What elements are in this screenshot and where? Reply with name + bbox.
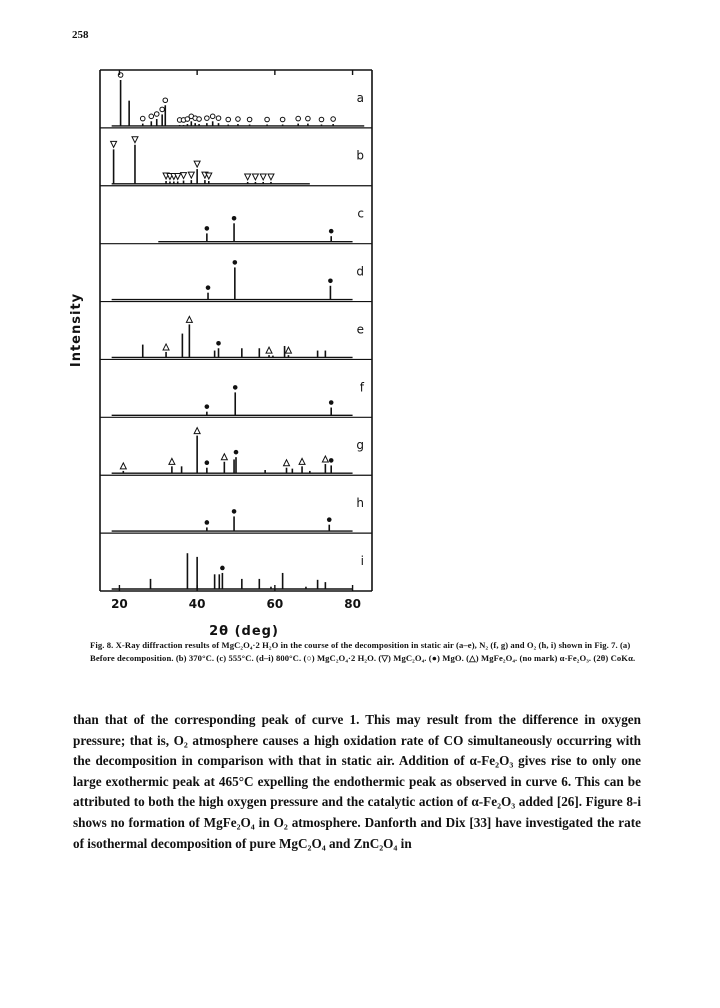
peak-marker-anhydrous bbox=[188, 172, 194, 178]
peak-marker-spinel bbox=[169, 458, 175, 464]
peak-marker-mgo bbox=[327, 517, 332, 522]
x-tick-label: 60 bbox=[266, 597, 284, 611]
curve-label: h bbox=[356, 496, 364, 511]
peak-marker-mgo bbox=[329, 229, 334, 234]
panel-i bbox=[112, 553, 364, 589]
peak-marker-spinel bbox=[285, 347, 291, 353]
figure-caption: Fig. 8. X-Ray diffraction results of MgC₂O₄·2 H₂O in the course of the decomposition in static air (a–e), N₂ (f, g) and O₂ (h, i) shown in Fig. 7. (a) Before decomposition. (b) 370°C. (c) 555°C. (d–i) 800°C. (○) MgC₂O₄·2 H₂O. (▽) MgC₂O₄. (●) MgO. (△) MgFe₂O₄. (no mark) α-Fe₂O₃. (2θ) CoKα. bbox=[90, 640, 636, 663]
panel-b bbox=[100, 137, 372, 186]
peak-marker-mgo bbox=[205, 520, 210, 525]
peak-marker-mgo bbox=[216, 341, 221, 346]
curve-label: b bbox=[356, 148, 364, 163]
peak-marker-hydrate bbox=[149, 114, 154, 119]
peak-marker-hydrate bbox=[154, 112, 159, 117]
panel-c bbox=[100, 207, 372, 244]
x-axis-label: 2θ (deg) bbox=[209, 624, 279, 639]
peak-marker-mgo bbox=[205, 460, 210, 465]
curve-label: c bbox=[357, 206, 364, 221]
peak-marker-mgo bbox=[233, 385, 238, 390]
peak-marker-hydrate bbox=[280, 117, 285, 122]
peak-marker-mgo bbox=[205, 404, 210, 409]
peak-marker-anhydrous bbox=[111, 141, 117, 147]
peak-marker-spinel bbox=[163, 344, 169, 350]
curve-label: e bbox=[356, 322, 364, 337]
peak-marker-hydrate bbox=[197, 117, 202, 122]
peak-marker-hydrate bbox=[306, 116, 311, 121]
peak-marker-mgo bbox=[328, 278, 333, 283]
curve-label: g bbox=[356, 438, 364, 453]
peak-marker-hydrate bbox=[210, 114, 215, 119]
peak-marker-hydrate bbox=[247, 117, 252, 122]
peak-marker-hydrate bbox=[216, 116, 221, 121]
peak-marker-mgo bbox=[329, 458, 334, 463]
panel-e bbox=[100, 316, 372, 359]
x-tick-label: 40 bbox=[188, 597, 206, 611]
peak-marker-spinel bbox=[194, 428, 200, 434]
peak-marker-anhydrous bbox=[260, 174, 266, 180]
peak-marker-spinel bbox=[186, 316, 192, 322]
panels bbox=[100, 73, 372, 589]
peak-marker-mgo bbox=[220, 566, 225, 571]
peak-marker-spinel bbox=[322, 456, 328, 462]
body-paragraph: than that of the corresponding peak of curve 1. This may result from the difference in oxygen pressure; that is, O₂ atmosphere causes a high oxidation rate of CO simultaneously occurring with the decomposition in comparison with that in static air. Addition of α-Fe₂O₃ gives rise to only one large exothermic peak at 465°C expelling the endothermic peak as observed in curve 6. This can be attributed to both the high oxygen pressure and the catalytic action of α-Fe₂O₃ added [26]. Figure 8-i shows no formation of MgFe₂O₄ in O₂ atmosphere. Danforth and Dix [33] have investigated the rate of isothermal decomposition of pure MgC₂O₄ and ZnC₂O₄ in bbox=[73, 712, 641, 851]
peak-marker-anhydrous bbox=[132, 137, 138, 143]
peak-marker-hydrate bbox=[163, 98, 168, 103]
peak-marker-hydrate bbox=[226, 117, 231, 122]
peak-marker-anhydrous bbox=[268, 174, 274, 180]
peak-marker-hydrate bbox=[160, 107, 165, 112]
peak-marker-hydrate bbox=[140, 116, 145, 121]
peak-marker-anhydrous bbox=[206, 173, 212, 179]
peak-marker-anhydrous bbox=[181, 173, 187, 179]
peak-marker-spinel bbox=[284, 460, 290, 466]
peak-marker-hydrate bbox=[236, 117, 241, 122]
peak-marker-hydrate bbox=[205, 116, 210, 121]
peak-marker-mgo bbox=[329, 400, 334, 405]
x-tick-label: 20 bbox=[111, 597, 128, 611]
peak-marker-hydrate bbox=[296, 116, 301, 121]
panel-d bbox=[100, 260, 372, 301]
peak-marker-spinel bbox=[299, 458, 305, 464]
panel-g bbox=[100, 428, 372, 476]
figure-frame bbox=[100, 70, 372, 591]
peak-marker-mgo bbox=[233, 260, 238, 265]
peak-marker-hydrate bbox=[319, 117, 324, 122]
peak-marker-anhydrous bbox=[194, 161, 200, 167]
curve-label: a bbox=[356, 90, 364, 105]
y-axis-label: Intensity bbox=[69, 292, 84, 368]
peak-marker-anhydrous bbox=[245, 174, 251, 180]
peak-marker-spinel bbox=[266, 347, 272, 353]
peak-marker-hydrate bbox=[331, 117, 336, 122]
peak-marker-mgo bbox=[205, 226, 210, 231]
peak-marker-spinel bbox=[120, 463, 126, 469]
panel-a bbox=[100, 73, 372, 128]
curve-label: i bbox=[360, 553, 364, 568]
peak-marker-mgo bbox=[206, 285, 211, 290]
peak-marker-anhydrous bbox=[252, 174, 258, 180]
panel-h bbox=[100, 496, 372, 533]
curve-label: f bbox=[359, 380, 364, 395]
peak-marker-hydrate bbox=[265, 117, 270, 122]
panel-f bbox=[100, 380, 372, 417]
x-tick-label: 80 bbox=[344, 597, 361, 611]
peak-marker-mgo bbox=[232, 216, 237, 221]
curve-label: d bbox=[356, 264, 364, 279]
x-axis bbox=[111, 70, 361, 611]
peak-marker-mgo bbox=[232, 509, 237, 514]
peak-marker-mgo bbox=[234, 450, 239, 455]
peak-marker-spinel bbox=[221, 454, 227, 460]
page-number: 258 bbox=[72, 29, 89, 41]
